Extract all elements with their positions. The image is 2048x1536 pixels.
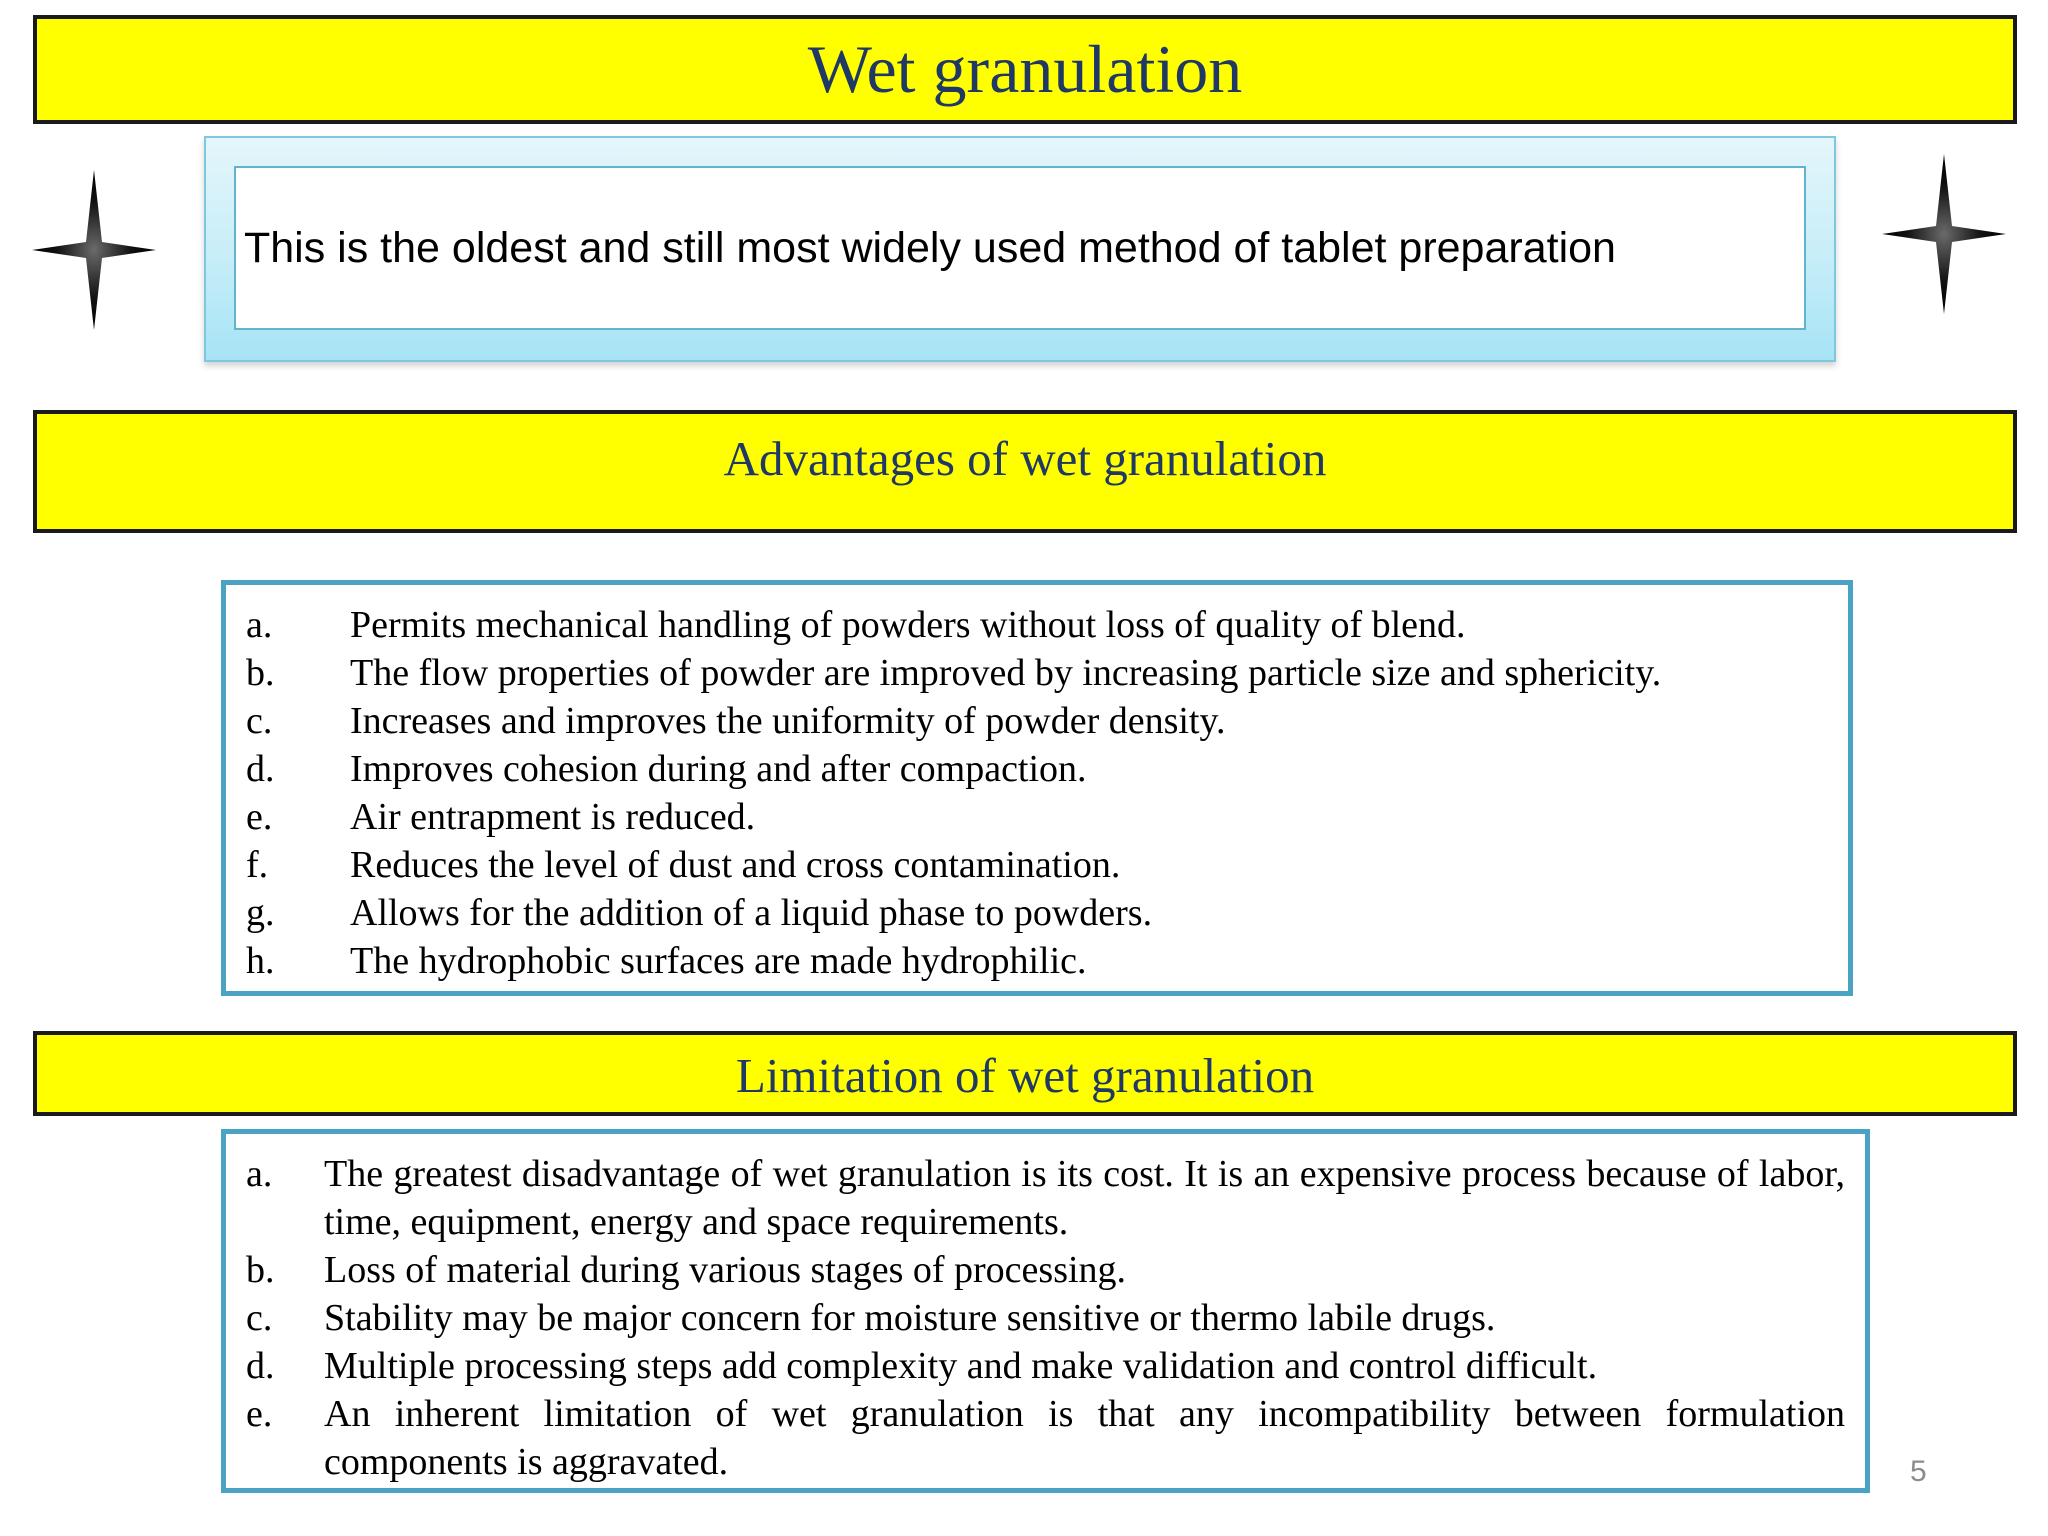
- title-banner: [33, 15, 2017, 124]
- item-text: Air entrapment is reduced.: [350, 796, 756, 838]
- limitations-banner: [33, 1031, 2017, 1116]
- list-item: [246, 697, 1828, 745]
- item-text: Reduces the level of dust and cross contamination.: [350, 844, 1121, 886]
- four-point-star-icon: [1882, 154, 2006, 314]
- list-item: [246, 745, 1828, 793]
- item-letter: e.: [246, 796, 273, 838]
- item-letter: b.: [246, 1249, 275, 1291]
- intro-callout: [204, 136, 1836, 362]
- advantages-heading: Advantages of wet granulation: [723, 431, 1327, 486]
- list-item: [246, 841, 1828, 889]
- item-letter: h.: [246, 940, 275, 982]
- item-text: Improves cohesion during and after compaction.: [350, 748, 1087, 790]
- item-text: The greatest disadvantage of wet granulation is its cost. It is an expensive process because of labor, time, equipment, energy and space requirements.: [324, 1153, 1845, 1243]
- list-item: [246, 889, 1828, 937]
- slide-title: Wet granulation: [807, 31, 1243, 107]
- item-text: The hydrophobic surfaces are made hydrophilic.: [350, 940, 1087, 982]
- list-item: [246, 1246, 1845, 1294]
- limitations-heading: Limitation of wet granulation: [735, 1048, 1315, 1103]
- item-letter: g.: [246, 892, 275, 934]
- item-text: Permits mechanical handling of powders without loss of quality of blend.: [350, 604, 1466, 646]
- advantages-banner: [33, 410, 2017, 533]
- advantages-list: [221, 580, 1853, 996]
- page-number: 5: [1910, 1455, 1927, 1488]
- list-item: [246, 937, 1828, 985]
- item-text: Allows for the addition of a liquid phase to powders.: [350, 892, 1153, 934]
- item-letter: c.: [246, 700, 273, 742]
- item-letter: a.: [246, 604, 273, 646]
- intro-text: This is the oldest and still most widely used method of tablet preparation: [244, 223, 1616, 272]
- item-text: Loss of material during various stages of processing.: [324, 1249, 1127, 1291]
- list-item: [246, 1150, 1845, 1246]
- list-item: [246, 1294, 1845, 1342]
- item-letter: f.: [246, 844, 269, 886]
- item-text: Multiple processing steps add complexity and make validation and control difficult.: [324, 1345, 1598, 1387]
- intro-inner-box: [234, 166, 1806, 330]
- list-item: [246, 601, 1828, 649]
- item-letter: e.: [246, 1393, 273, 1435]
- item-letter: d.: [246, 1345, 275, 1387]
- list-item: [246, 1390, 1845, 1486]
- item-text: The flow properties of powder are improved by increasing particle size and sphericity.: [350, 652, 1662, 694]
- four-point-star-icon: [32, 170, 156, 330]
- item-letter: a.: [246, 1153, 273, 1195]
- limitations-list: [221, 1129, 1870, 1493]
- list-item: [246, 1342, 1845, 1390]
- item-text: Increases and improves the uniformity of powder density.: [350, 700, 1226, 742]
- item-text: An inherent limitation of wet granulation is that any incompatibility between formulation components is aggravated.: [324, 1393, 1845, 1483]
- list-item: [246, 649, 1828, 697]
- item-letter: d.: [246, 748, 275, 790]
- item-letter: b.: [246, 652, 275, 694]
- list-item: [246, 793, 1828, 841]
- item-letter: c.: [246, 1297, 273, 1339]
- item-text: Stability may be major concern for moisture sensitive or thermo labile drugs.: [324, 1297, 1496, 1339]
